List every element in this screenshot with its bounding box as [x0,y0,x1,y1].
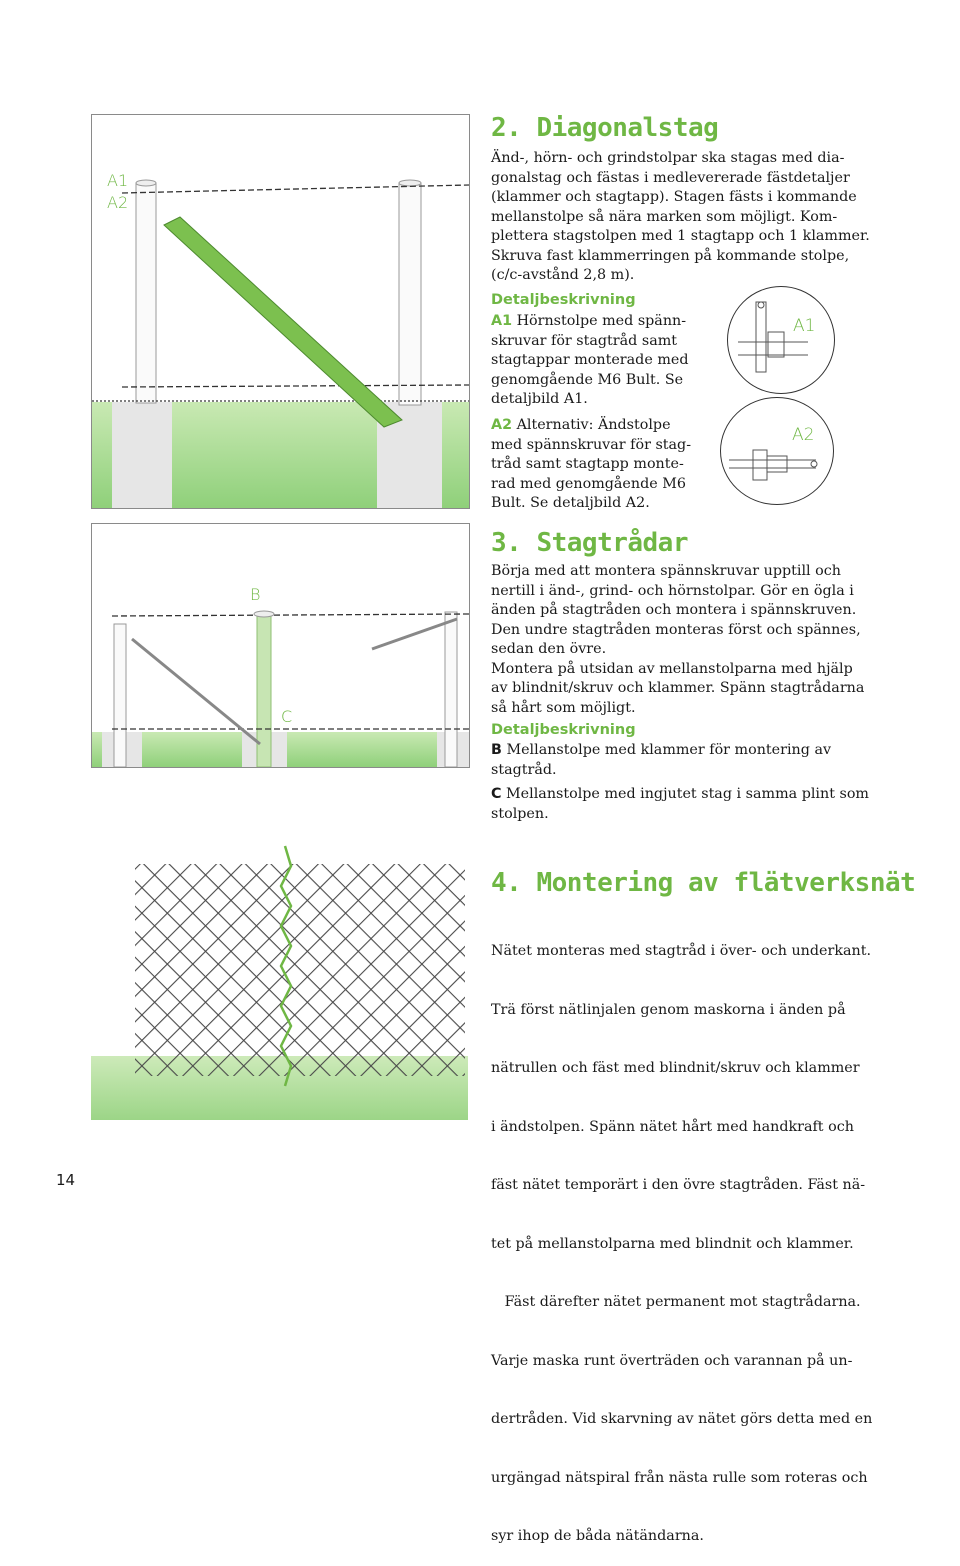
detail-a1-drawing [728,287,834,393]
section4-body-line: Varje maska runt överträden och varannan på un- [491,1352,853,1369]
section2-body-line: (klammer och stagtapp). Stagen fästs i kommande [491,189,857,205]
detail-a1-label: A1 [793,316,816,336]
a1-desc-line: skruvar för stagtråd samt [491,332,678,349]
detail-circle-a1 [727,286,835,394]
section2-a1-desc [491,312,721,410]
a2-desc-line: rad med genomgående M6 [491,475,686,492]
section4-body [491,903,881,1566]
section2-body-line: gonalstag och fästas i medlevererade fästdetaljer [491,169,850,186]
section3-body-line: Den undre stagtråden monteras först och spännes, [491,621,861,638]
detail-a2-drawing [721,398,833,504]
section4-title: 4. Montering av flätverksnät [491,868,916,898]
section3-body-line: så hårt som möjligt. [491,699,636,716]
b-desc-line: stagtråd. [491,761,557,778]
a1-desc-text: Hörnstolpe med spänn- [516,313,687,329]
section4-body-line: Trä först nätlinjalen genom maskorna i änden på [491,1001,846,1018]
section2-detail-heading: Detaljbeskrivning [491,292,636,308]
c-desc-line: stolpen. [491,805,549,822]
a1-desc-line [491,312,721,332]
section2-body-line: mellanstolpe så nära marken som möjligt. Kom- [491,208,838,225]
section3-body-line: Montera på utsidan av mellanstolparna med hjälp [491,660,853,677]
section3-body-line: nertill i änd-, grind- och hörnstolpar. Gör en ögla i [491,582,854,599]
figure-diagonal-brace [91,114,470,509]
section3-b-desc [491,741,881,780]
section2-title: 2. Diagonalstag [491,113,719,143]
section3-title: 3. Stagtrådar [491,528,688,558]
section3-body-line: änden på stagtråden och montera i spännskruven. [491,602,857,618]
b-key: B [491,742,502,758]
fig1-label-a2: A2 [107,193,129,212]
section4-body-line: Nätet monteras med stagtråd i över- och underkant. [491,943,872,959]
section4-body-line: i ändstolpen. Spänn nätet hårt med handkraft och [491,1118,854,1135]
section3-body-line: av blindnit/skruv och klammer. Spänn stagtrådarna [491,680,865,696]
b-desc-line [491,741,881,761]
section4-body-line: urgängad nätspiral från nästa rulle som roteras och [491,1469,868,1486]
section2-a2-desc [491,416,721,514]
section4-body-line: nätrullen och fäst med blindnit/skruv och klammer [491,1060,860,1076]
section3-detail-heading: Detaljbeskrivning [491,722,636,738]
page-number: 14 [56,1171,76,1189]
c-desc-line [491,785,881,805]
a2-desc-text: Alternativ: Ändstolpe [516,417,671,433]
section3-body [491,562,881,718]
fig1-label-a1: A1 [107,171,129,190]
section4-body-line: fäst nätet temporärt i den övre stagtråden. Fäst nä- [491,1177,866,1193]
fig2-label-b: B [250,585,261,604]
figure-chain-link-mesh [91,836,468,1120]
b-desc-text: Mellanstolpe med klammer för montering av [506,742,832,758]
fig2-label-c: C [281,707,293,726]
section2-body-line: Änd-, hörn- och grindstolpar ska stagas med dia- [491,150,845,166]
a1-key: A1 [491,313,513,329]
section2-body-line: Skruva fast klammerringen på kommande stolpe, [491,247,850,264]
section2-body [491,149,871,286]
detail-circle-a2 [720,397,834,505]
a1-desc-line: stagtappar monterade med [491,352,689,368]
c-desc-text: Mellanstolpe med ingjutet stag i samma plint som [506,786,869,802]
c-key: C [491,786,502,802]
section2-body-line: plettera stagstolpen med 1 stagtapp och 1 klammer. [491,228,870,244]
section4-body-line: dertråden. Vid skarvning av nätet görs detta med en [491,1411,873,1427]
detail-a2-label: A2 [792,425,815,445]
figure-diagonal-brace-drawing [92,115,469,508]
section4-body-line: tet på mellanstolparna med blindnit och klammer. [491,1235,854,1252]
a1-desc-line: genomgående M6 Bult. Se [491,371,684,388]
a2-desc-line: tråd samt stagtapp monte- [491,456,684,472]
a2-desc-line [491,416,721,436]
section4-body-line: syr ihop de båda nätändarna. [491,1528,704,1544]
section3-body-line: Börja med att montera spännskruvar upptill och [491,563,841,579]
section3-c-desc [491,785,881,824]
section2-body-line: (c/c-avstånd 2,8 m). [491,267,635,283]
figure-stay-wires [91,523,470,768]
a2-key: A2 [491,417,513,433]
section3-body-line: sedan den övre. [491,641,607,657]
figure-stay-wires-drawing [92,524,469,767]
a1-desc-line: detaljbild A1. [491,391,588,407]
figure-chain-link-mesh-drawing [91,836,468,1120]
a2-desc-line: Bult. Se detaljbild A2. [491,495,650,511]
section4-body-line: Fäst därefter nätet permanent mot stagtrådarna. [491,1294,861,1310]
a2-desc-line: med spännskruvar för stag- [491,436,692,453]
